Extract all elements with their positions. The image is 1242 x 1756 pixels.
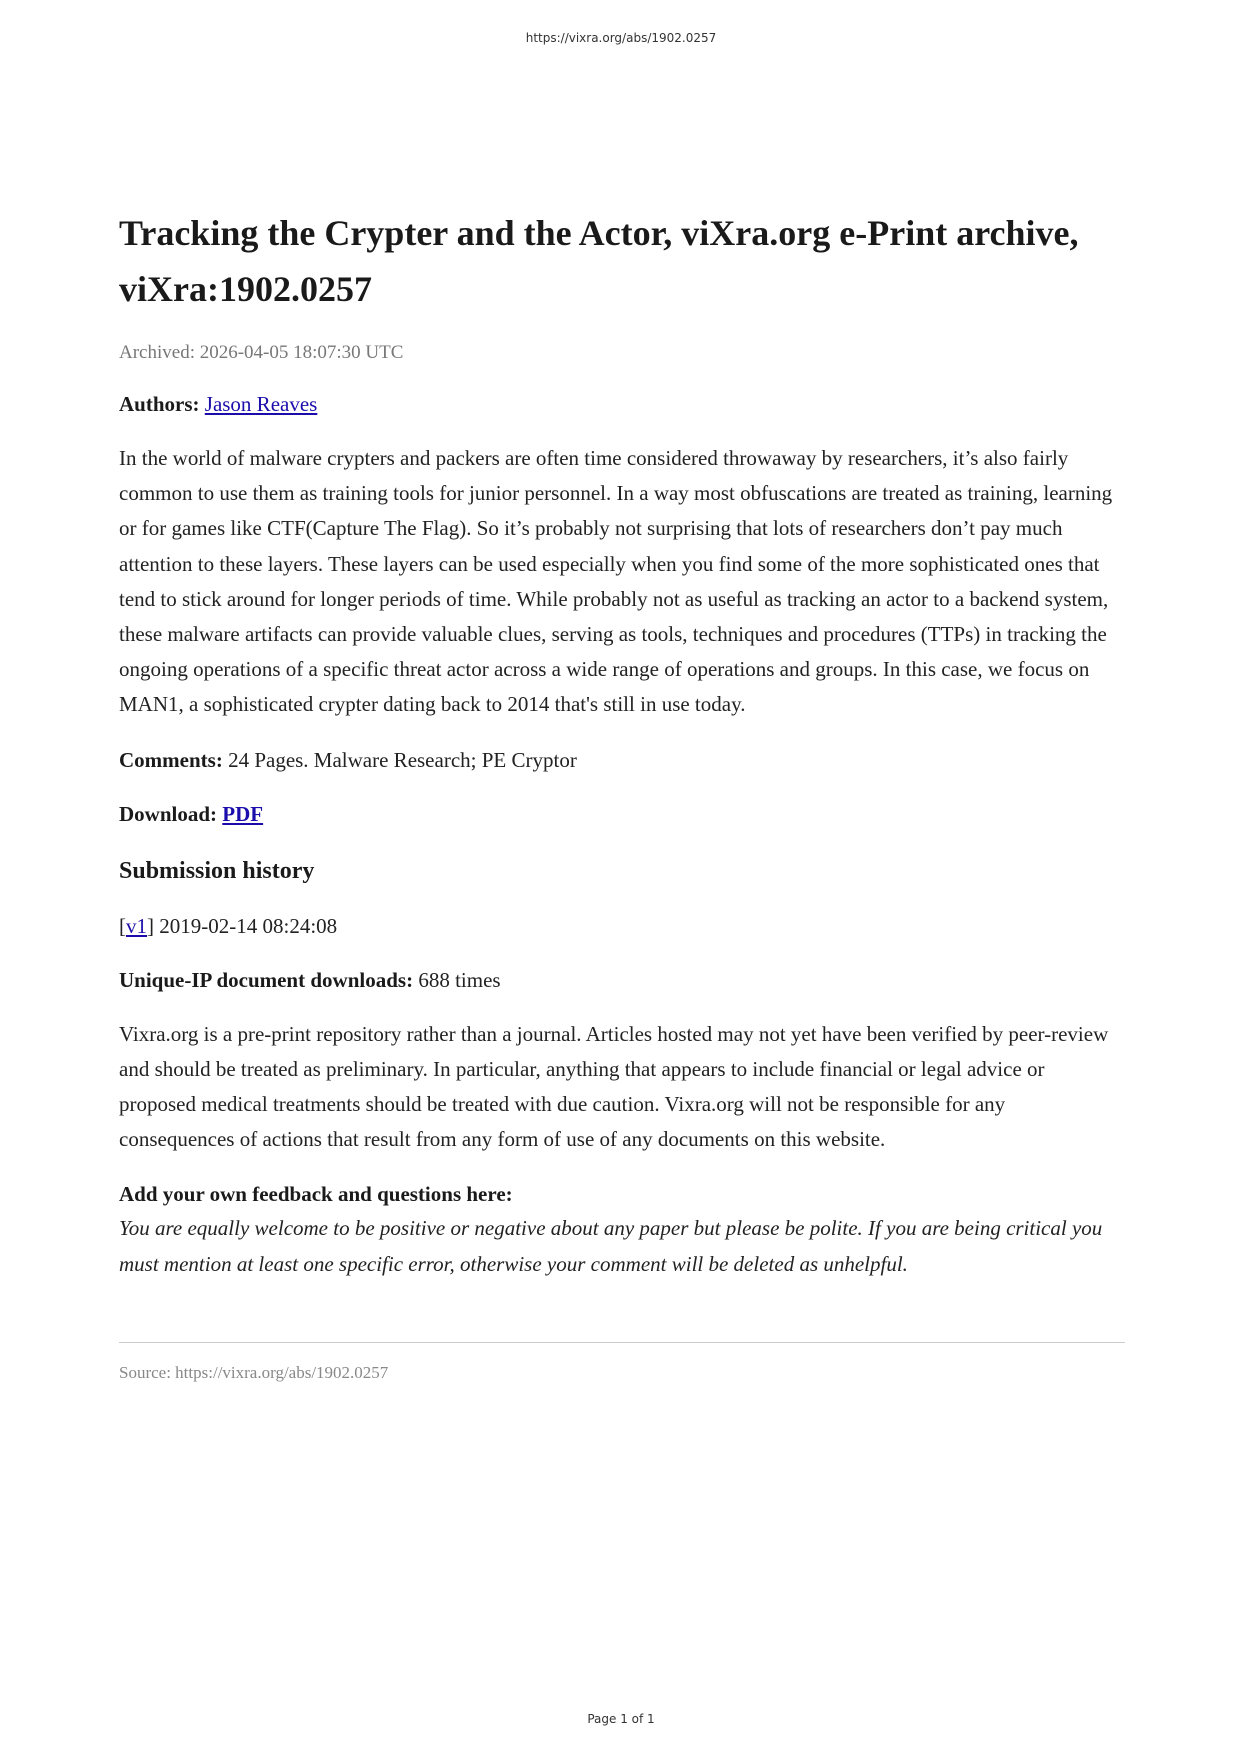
author-link[interactable]: Jason Reaves: [204, 392, 318, 416]
comments-label: Comments:: [119, 747, 223, 772]
disclaimer: Vixra.org is a pre-print repository rather than a journal. Articles hosted may not yet have been verified by peer-review and should be treated as preliminary. In particular, anything that appears to include financial or legal advice or proposed medical treatments should be treated with due caution. Vixra.org will not be responsible for any consequences of actions that result from any form of use of any documents on this website.: [119, 1021, 1109, 1152]
page-title: Tracking the Crypter and the Actor, viXra.org e-Print archive, viXra:1902.0257: [119, 213, 1079, 309]
comments-value: 24 Pages. Malware Research; PE Cryptor: [228, 747, 577, 772]
authors-row: [119, 387, 1125, 421]
feedback-note: You are equally welcome to be positive or negative about any paper but please be polite. If you are being critical you must mention at least one specific error, otherwise your comment will be deleted as unhelpful.: [119, 1216, 1103, 1276]
source-url: Source: https://vixra.org/abs/1902.0257: [119, 1362, 389, 1382]
page-header-url: https://vixra.org/abs/1902.0257: [525, 31, 717, 45]
download-row: [119, 797, 1125, 831]
divider: [119, 1342, 1125, 1343]
feedback-heading: Add your own feedback and questions here:: [119, 1182, 513, 1207]
version-bracket-open: [: [119, 913, 126, 938]
version-bracket-close: ]: [147, 913, 154, 938]
archived-timestamp: Archived: 2026-04-05 18:07:30 UTC: [119, 342, 404, 363]
submission-history-heading: Submission history: [119, 857, 315, 884]
feedback-section: [119, 1177, 1125, 1281]
pdf-download-link[interactable]: PDF: [222, 801, 264, 826]
downloads-row: [119, 963, 1125, 997]
downloads-label: Unique-IP document downloads:: [119, 967, 414, 992]
page-number: Page 1 of 1: [587, 1712, 655, 1726]
version-link[interactable]: v1: [126, 913, 147, 938]
downloads-value: 688 times: [418, 967, 501, 992]
download-label: Download:: [119, 801, 218, 826]
version-row: [119, 909, 1125, 943]
comments-row: [119, 743, 1125, 777]
authors-label: Authors:: [119, 392, 200, 416]
version-date: 2019-02-14 08:24:08: [159, 913, 338, 938]
article-content: [119, 205, 1125, 1383]
abstract: In the world of malware crypters and packers are often time considered throwaway by researchers, it’s also fairly common to use them as training tools for junior personnel. In a way most obfuscations are treated as training, learning or for games like CTF(Capture The Flag). So it’s probably not surprising that lots of researchers don’t pay much attention to these layers. These layers can be used especially when you find some of the more sophisticated ones that tend to stick around for longer periods of time. While probably not as useful as tracking an actor to a backend system, these malware artifacts can provide valuable clues, serving as tools, techniques and procedures (TTPs) in tracking the ongoing operations of a specific threat actor across a wide range of operations and groups. In this case, we focus on MAN1, a sophisticated crypter dating back to 2014 that's still in use today.: [119, 446, 1113, 717]
